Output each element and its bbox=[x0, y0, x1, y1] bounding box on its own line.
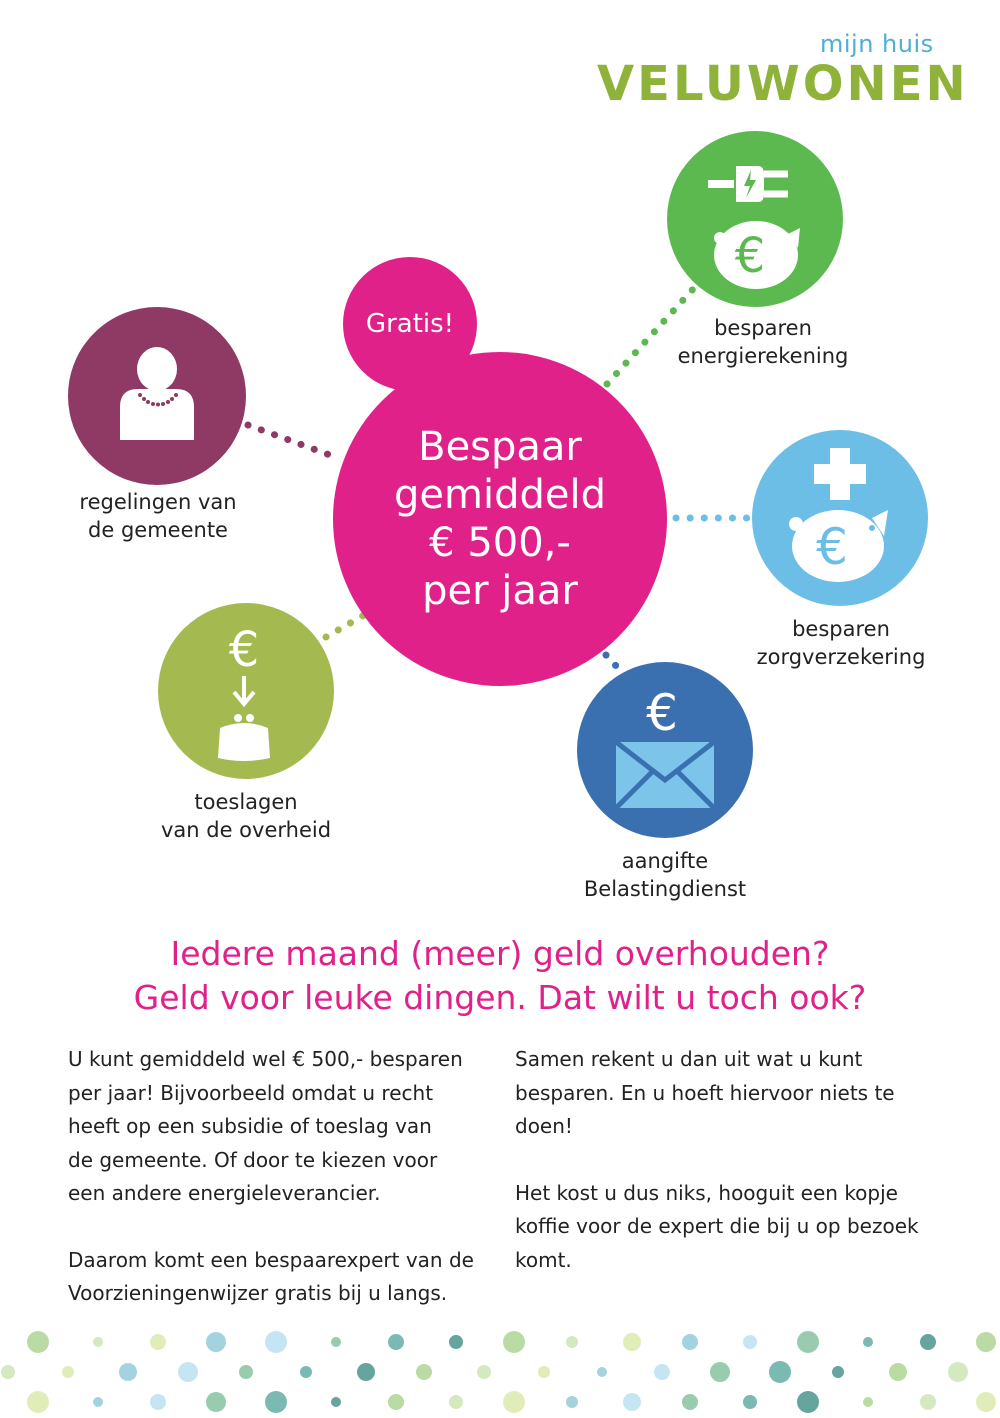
decorative-dot bbox=[863, 1337, 873, 1347]
left-column bbox=[68, 1043, 498, 1344]
text-line: U kunt gemiddeld wel € 500,- besparen bbox=[68, 1047, 463, 1071]
decorative-dot bbox=[566, 1396, 578, 1408]
decorative-dot bbox=[797, 1331, 819, 1353]
person-icon bbox=[112, 345, 202, 445]
svg-text:€: € bbox=[646, 684, 678, 742]
label-belasting bbox=[555, 847, 775, 903]
text-line: heeft op een subsidie of toeslag van bbox=[68, 1114, 432, 1138]
text-line: per jaar! Bijvoorbeeld omdat u recht bbox=[68, 1080, 434, 1105]
decorative-dot bbox=[948, 1362, 968, 1382]
decorative-dot bbox=[920, 1394, 936, 1410]
label-gemeente-line2: de gemeente bbox=[88, 518, 228, 542]
decorative-dot bbox=[331, 1397, 341, 1407]
decorative-dot bbox=[449, 1335, 463, 1349]
decorative-dot bbox=[178, 1362, 198, 1382]
text-line: Daarom komt een bespaarexpert van de bbox=[68, 1247, 474, 1272]
gratis-label: Gratis! bbox=[365, 309, 455, 339]
decorative-dot bbox=[538, 1366, 550, 1378]
headline-line2: Geld voor leuke dingen. Dat wilt u toch ook? bbox=[133, 978, 867, 1017]
decorative-dot bbox=[832, 1366, 844, 1378]
decorative-dot bbox=[416, 1364, 432, 1380]
euro-envelope-icon bbox=[612, 680, 718, 810]
decorative-dot bbox=[150, 1334, 166, 1350]
center-line-2: gemiddeld bbox=[394, 472, 606, 518]
headline-line1: Iedere maand (meer) geld overhouden? bbox=[170, 934, 830, 973]
text-line: komt. bbox=[515, 1247, 572, 1272]
label-energie-line2: energierekening bbox=[677, 344, 849, 368]
decorative-dot bbox=[863, 1397, 873, 1407]
right-paragraph-2 bbox=[515, 1177, 945, 1278]
decorative-dot bbox=[150, 1394, 166, 1410]
text-line: koffie voor de expert die bij u op bezoek bbox=[515, 1214, 919, 1238]
euro-purse-icon bbox=[206, 618, 286, 768]
decorative-dot bbox=[503, 1331, 525, 1353]
decorative-dot bbox=[388, 1394, 404, 1410]
center-message bbox=[333, 352, 667, 686]
decorative-dot bbox=[682, 1334, 698, 1350]
label-gemeente bbox=[48, 488, 268, 544]
label-zorg bbox=[731, 615, 951, 671]
label-energie-line1: besparen bbox=[714, 316, 812, 340]
logo-tagline: mijn huis bbox=[820, 30, 934, 58]
headline bbox=[0, 932, 1000, 1020]
decorative-dot bbox=[682, 1394, 698, 1410]
decorative-dot bbox=[889, 1363, 907, 1381]
decorative-dot bbox=[710, 1362, 730, 1382]
text-line: een andere energieleverancier. bbox=[68, 1181, 381, 1205]
decorative-dot bbox=[449, 1395, 463, 1409]
decorative-dot bbox=[206, 1392, 226, 1412]
decorative-dot bbox=[206, 1332, 226, 1352]
svg-text:€: € bbox=[734, 228, 766, 284]
label-toeslagen-line1: toeslagen bbox=[194, 790, 298, 814]
text-line: doen! bbox=[515, 1114, 573, 1138]
decorative-dot bbox=[119, 1363, 137, 1381]
svg-text:€: € bbox=[816, 518, 848, 576]
decorative-dot bbox=[566, 1336, 578, 1348]
label-belasting-line1: aangifte bbox=[621, 849, 709, 873]
decorative-dot bbox=[920, 1334, 936, 1350]
decorative-dot bbox=[623, 1333, 641, 1351]
label-toeslagen bbox=[136, 788, 356, 844]
decorative-dot bbox=[93, 1337, 103, 1347]
label-toeslagen-line2: van de overheid bbox=[160, 818, 332, 842]
label-belasting-line2: Belastingdienst bbox=[583, 877, 747, 901]
connector-gemeente bbox=[248, 425, 338, 458]
right-column bbox=[515, 1043, 945, 1310]
decorative-dot bbox=[331, 1337, 341, 1347]
decorative-dot bbox=[62, 1366, 74, 1378]
decorative-dot bbox=[388, 1334, 404, 1350]
decorative-dot bbox=[743, 1335, 757, 1349]
center-line-3: € 500,- bbox=[429, 520, 571, 566]
decorative-dot bbox=[503, 1391, 525, 1413]
center-line-1: Bespaar bbox=[418, 424, 582, 470]
text-line: Het kost u dus niks, hooguit een kopje bbox=[515, 1180, 898, 1205]
text-line: de gemeente. Of door te kiezen voor bbox=[68, 1147, 438, 1172]
left-paragraph-1 bbox=[68, 1043, 498, 1211]
decorative-dot bbox=[265, 1391, 287, 1413]
cross-piggybank-icon bbox=[780, 446, 900, 586]
decorative-dot bbox=[1, 1365, 15, 1379]
decorative-dots-footer bbox=[0, 1320, 1000, 1418]
decorative-dot bbox=[976, 1392, 996, 1412]
text-line: Samen rekent u dan uit wat u kunt bbox=[515, 1047, 863, 1071]
right-paragraph-1 bbox=[515, 1043, 945, 1144]
decorative-dot bbox=[597, 1367, 607, 1377]
label-zorg-line2: zorgverzekering bbox=[756, 645, 926, 669]
left-paragraph-2 bbox=[68, 1244, 498, 1311]
label-energie bbox=[653, 314, 873, 370]
plug-piggybank-icon bbox=[700, 160, 810, 295]
decorative-dot bbox=[357, 1363, 375, 1381]
decorative-dot bbox=[93, 1397, 103, 1407]
decorative-dot bbox=[797, 1391, 819, 1413]
decorative-dot bbox=[976, 1332, 996, 1352]
decorative-dot bbox=[27, 1331, 49, 1353]
decorative-dot bbox=[239, 1365, 253, 1379]
logo-wordmark: VELUWONEN bbox=[597, 56, 969, 112]
decorative-dot bbox=[477, 1365, 491, 1379]
svg-text:€: € bbox=[228, 622, 260, 678]
text-line: besparen. En u hoeft hiervoor niets te bbox=[515, 1080, 895, 1105]
decorative-dot bbox=[300, 1366, 312, 1378]
decorative-dot bbox=[27, 1391, 49, 1413]
decorative-dot bbox=[769, 1361, 791, 1383]
decorative-dot bbox=[265, 1331, 287, 1353]
decorative-dot bbox=[623, 1393, 641, 1411]
decorative-dot bbox=[743, 1395, 757, 1409]
decorative-dot bbox=[654, 1364, 670, 1380]
text-line: Voorzieningenwijzer gratis bij u langs. bbox=[68, 1281, 448, 1305]
center-line-4: per jaar bbox=[422, 568, 578, 614]
label-zorg-line1: besparen bbox=[792, 617, 890, 641]
label-gemeente-line1: regelingen van bbox=[79, 490, 237, 514]
